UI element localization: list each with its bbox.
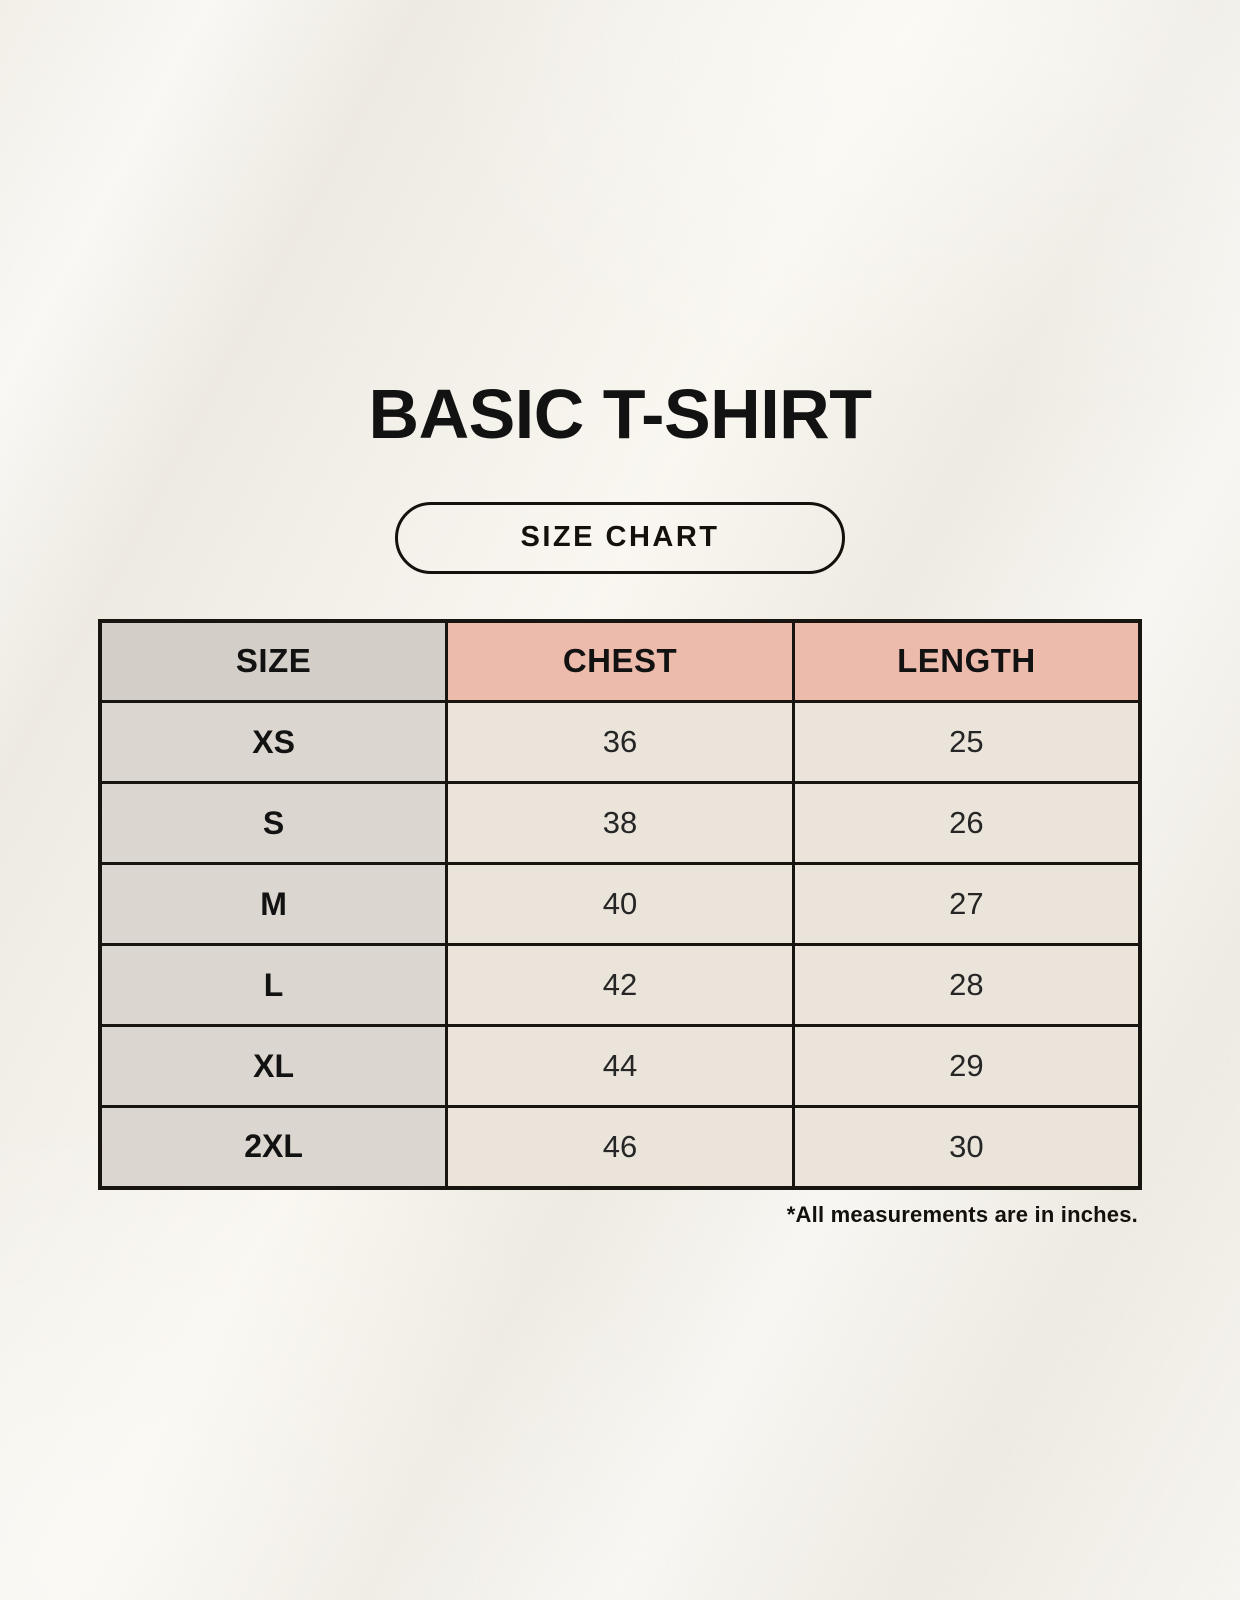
length-value: 26	[793, 783, 1140, 864]
page-title: BASIC T-SHIRT	[368, 375, 872, 453]
chest-value: 38	[447, 783, 794, 864]
chest-value: 42	[447, 945, 794, 1026]
length-value: 27	[793, 864, 1140, 945]
length-value: 30	[793, 1107, 1140, 1188]
size-label: S	[100, 783, 447, 864]
column-header-chest: CHEST	[447, 621, 794, 702]
table-row	[100, 1026, 1140, 1107]
length-value: 28	[793, 945, 1140, 1026]
size-chart-table-container	[98, 619, 1142, 1190]
table-header-row	[100, 621, 1140, 702]
table-row	[100, 1107, 1140, 1188]
chest-value: 40	[447, 864, 794, 945]
size-chart-table	[98, 619, 1142, 1190]
size-chart-badge	[395, 502, 845, 574]
size-label: M	[100, 864, 447, 945]
column-header-length: LENGTH	[793, 621, 1140, 702]
measurements-footnote: *All measurements are in inches.	[786, 1201, 1138, 1227]
column-header-size: SIZE	[100, 621, 447, 702]
table-row	[100, 702, 1140, 783]
length-value: 25	[793, 702, 1140, 783]
size-label: 2XL	[100, 1107, 447, 1188]
chest-value: 44	[447, 1026, 794, 1107]
size-label: L	[100, 945, 447, 1026]
chest-value: 46	[447, 1107, 794, 1188]
size-label: XL	[100, 1026, 447, 1107]
size-label: XS	[100, 702, 447, 783]
size-chart-page	[0, 375, 1240, 1600]
chest-value: 36	[447, 702, 794, 783]
table-row	[100, 945, 1140, 1026]
table-row	[100, 864, 1140, 945]
table-row	[100, 783, 1140, 864]
length-value: 29	[793, 1026, 1140, 1107]
size-chart-badge-label: SIZE CHART	[520, 521, 720, 553]
